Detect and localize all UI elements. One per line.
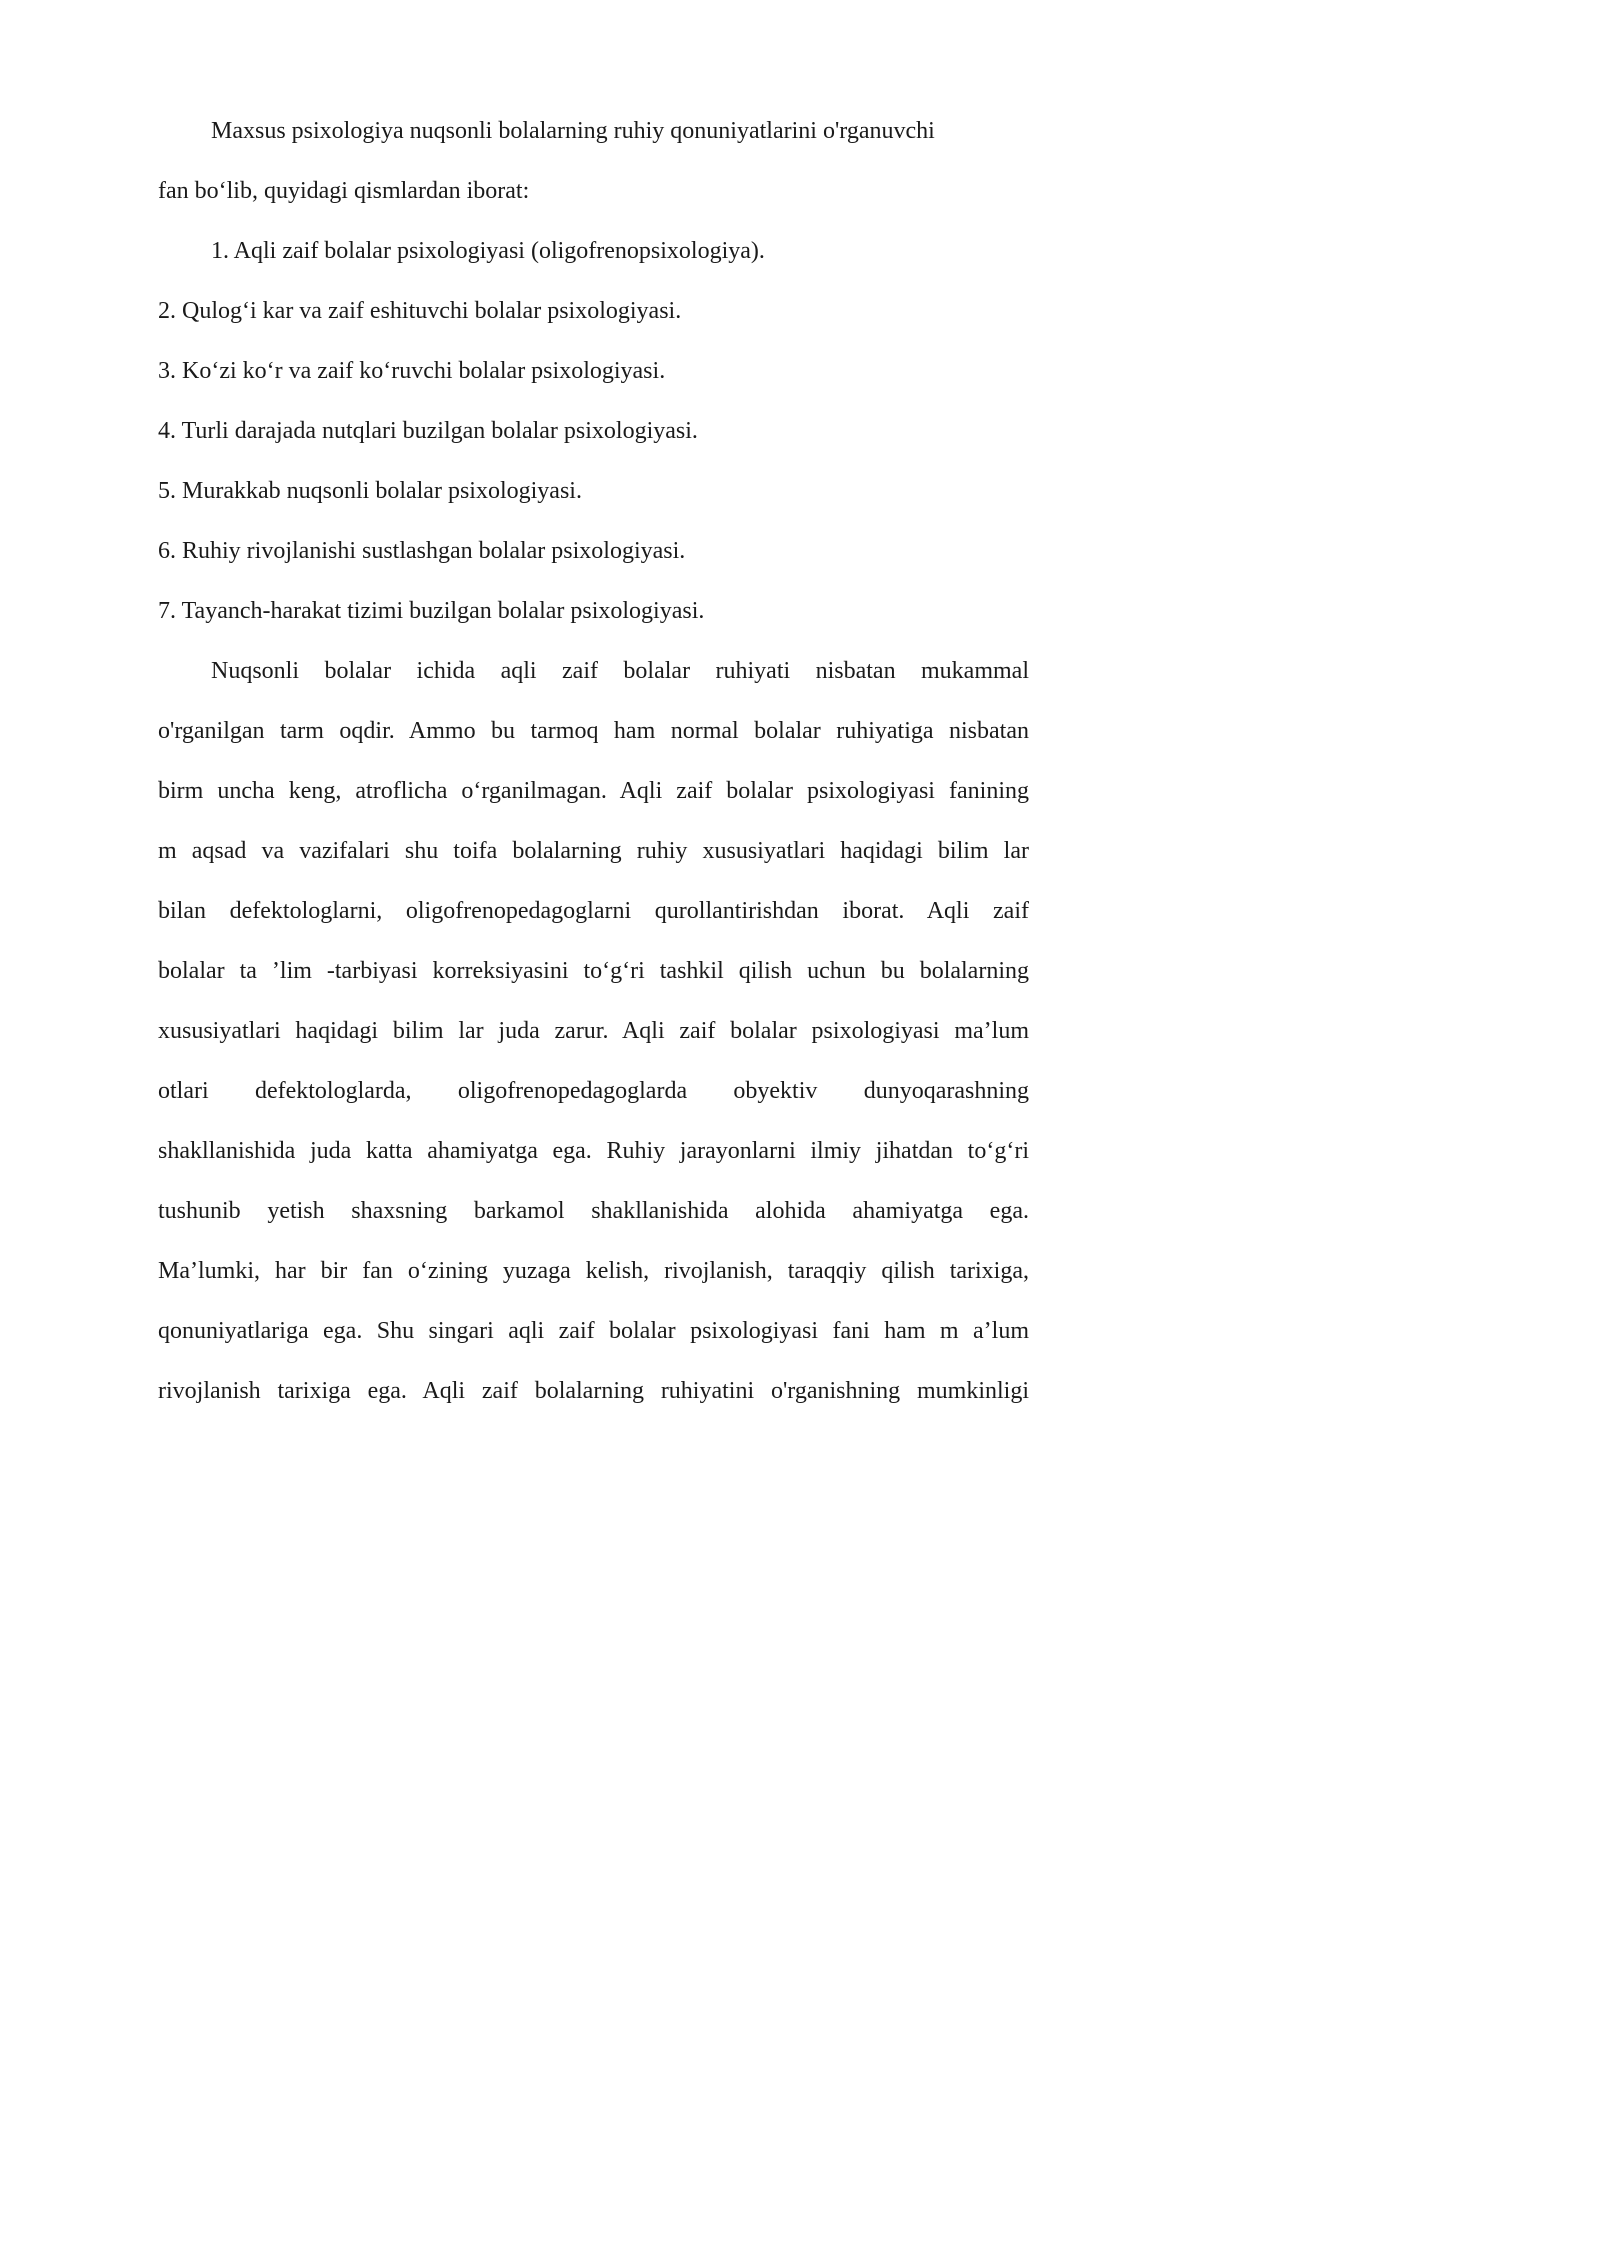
paragraph-line: bolalar ta ’lim -tarbiyasi korreksiyasini to‘g‘ri tashkil qilish uchun bu bolalarning [158, 958, 1029, 984]
document-body [158, 101, 1029, 1421]
list-item: 7. Tayanch-harakat tizimi buzilgan bolalar psixologiyasi. [158, 598, 705, 624]
document-page [0, 0, 1100, 1555]
list-item: 5. Murakkab nuqsonli bolalar psixologiyasi. [158, 478, 582, 504]
list-item: 2. Qulog‘i kar va zaif eshituvchi bolalar psixologiyasi. [158, 298, 682, 324]
paragraph-line: o'rganilgan tarm oqdir. Ammo bu tarmoq ham normal bolalar ruhiyatiga nisbatan [158, 718, 1029, 744]
paragraph-line: Nuqsonli bolalar ichida aqli zaif bolalar ruhiyati nisbatan mukammal [211, 658, 1029, 684]
paragraph-line: xususiyatlari haqidagi bilim lar juda zarur. Aqli zaif bolalar psixologiyasi ma’lum [158, 1018, 1029, 1044]
paragraph-line: shakllanishida juda katta ahamiyatga ega. Ruhiy jarayonlarni ilmiy jihatdan to‘g‘ri [158, 1138, 1029, 1164]
intro-line: fan bo‘lib, quyidagi qismlardan iborat: [158, 178, 530, 204]
paragraph-line: otlari defektologlarda, oligofrenopedagoglarda obyektiv dunyoqarashning [158, 1078, 1029, 1104]
paragraph-line: m aqsad va vazifalari shu toifa bolalarning ruhiy xususiyatlari haqidagi bilim lar [158, 838, 1029, 864]
paragraph-line: birm uncha keng, atroflicha o‘rganilmagan. Aqli zaif bolalar psixologiyasi fanining [158, 778, 1029, 804]
paragraph-line: qonuniyatlariga ega. Shu singari aqli zaif bolalar psixologiyasi fani ham m a’lum [158, 1318, 1029, 1344]
paragraph-line: tushunib yetish shaxsning barkamol shakllanishida alohida ahamiyatga ega. [158, 1198, 1029, 1224]
list-item: 4. Turli darajada nutqlari buzilgan bolalar psixologiyasi. [158, 418, 698, 444]
list-item: 3. Ko‘zi ko‘r va zaif ko‘ruvchi bolalar psixologiyasi. [158, 358, 666, 384]
paragraph-line: rivojlanish tarixiga ega. Aqli zaif bolalarning ruhiyatini o'rganishning mumkinligi [158, 1378, 1029, 1404]
intro-line: Maxsus psixologiya nuqsonli bolalarning ruhiy qonuniyatlarini o'rganuvchi [211, 118, 935, 144]
list-item: 1. Aqli zaif bolalar psixologiyasi (oligofrenopsixologiya). [211, 238, 765, 264]
paragraph-line: bilan defektologlarni, oligofrenopedagoglarni qurollantirishdan iborat. Aqli zaif [158, 898, 1029, 924]
paragraph-line: Ma’lumki, har bir fan o‘zining yuzaga kelish, rivojlanish, taraqqiy qilish tarixiga, [158, 1258, 1029, 1284]
list-item: 6. Ruhiy rivojlanishi sustlashgan bolalar psixologiyasi. [158, 538, 686, 564]
